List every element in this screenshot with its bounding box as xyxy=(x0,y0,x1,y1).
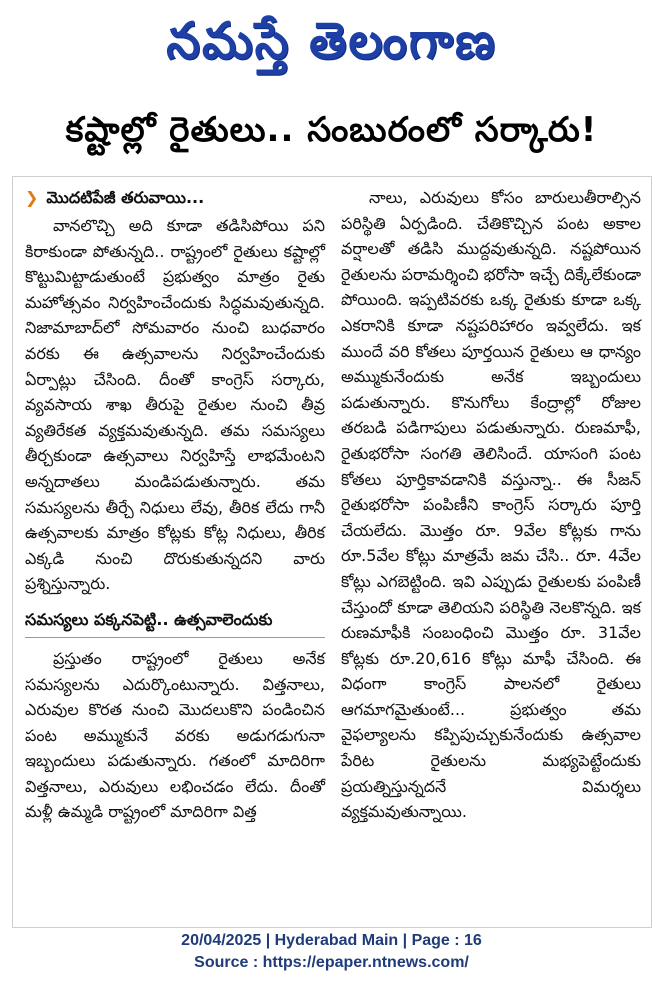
article xyxy=(12,176,652,928)
article-column-right xyxy=(341,185,641,825)
source-link[interactable]: Source : https://epaper.ntnews.com/ xyxy=(194,954,469,971)
article-paragraph: వానలొచ్చి అది కూడా తడిసిపోయి పని కిరాకుండా పోతున్నది.. రాష్ట్రంలో రైతులు కష్టాల్లో కొట్టుమిట్టాడుతుంటే ప్రభుత్వం మాత్రం రైతు మహోత్సవం నిర్వహించేందుకు సిద్ధమవుతున్నది. నిజామాబాద్‌లో సోమవారం నుంచి బుధవారం వరకు ఈ ఉత్సవాలను నిర్వహించేందుకు ఏర్పాట్లు చేసింది. దీంతో కాంగ్రెస్ సర్కారు, వ్యవసాయ శాఖ తీరుపై రైతుల నుంచి తీవ్ర వ్యతిరేకత వ్యక్తమవుతున్నది. తమ సమస్యలు తీర్చకుండా ఉత్సవాలు నిర్వహిస్తే లాభమేంటని అన్నదాతలు మండిపడుతున్నారు. తమ సమస్యలను తీర్చే నిధులు లేవు, తీరిక లేదు గానీ ఉత్సవాలకు మాత్రం కోట్లకు కోట్ల నిధులు, తీరిక ఎక్కడి నుంచి దొరుకుతున్నదని వారు ప్రశ్నిస్తున్నారు. xyxy=(25,216,325,594)
article-column-left xyxy=(25,185,325,825)
article-subheading: సమస్యలు పక్కనపెట్టి.. ఉత్సవాలెందుకు xyxy=(25,607,325,638)
chevron-right-icon: ❯ xyxy=(25,188,39,207)
edition-info: 20/04/2025 | Hyderabad Main | Page : 16 xyxy=(181,932,482,949)
headline: కష్టాల్లో రైతులు.. సంబురంలో సర్కారు! xyxy=(65,110,598,150)
continuation-kicker xyxy=(25,185,325,211)
headline-container xyxy=(0,100,663,160)
masthead-logo: నమస్తే తెలంగాణ xyxy=(166,11,497,71)
kicker-text: మొదటిపేజీ తరువాయి... xyxy=(46,188,205,207)
page-footer xyxy=(0,930,663,974)
article-paragraph: నాలు, ఎరువులు కోసం బారులుతీరాల్సిన పరిస్థితి ఏర్పడింది. చేతికొచ్చిన పంట అకాల వర్షాలతో తడిసి ముద్దవుతున్నది. నష్టపోయిన రైతులను పరామర్శించి భరోసా ఇచ్చే దిక్కేలేకుండా పోయింది. ఇప్పటివరకు ఒక్క రైతుకు కూడా ఒక్క ఎకరానికి కూడా నష్టపరిహారం ఇవ్వలేదు. ఇక ముందే వరి కోతలు పూర్తయిన రైతులు ఆ ధాన్యం అమ్ముకునేందుకు అనేక ఇబ్బందులు పడుతున్నారు. కొనుగోలు కేంద్రాల్లో రోజుల తరబడి పడిగాపులు పడుతున్నారు. రుణమాఫీ, రైతుభరోసా సంగతి తెలిసిందే. యాసంగి పంట కోతలు పూర్తికావడానికి వస్తున్నా.. ఈ సీజన్ రైతుభరోసా పంపిణీని కాంగ్రెస్ సర్కారు పూర్తి చేయలేదు. మొత్తం రూ. 9వేల కోట్లకు గాను రూ.5వేల కోట్లు మాత్రమే జమ చేసి.. రూ. 4వేల కోట్లు ఎగబెట్టింది. ఇవి ఎప్పుడు రైతులకు పంపిణీ చేస్తుందో కూడా తెలియని పరిస్థితి నెలకొన్నది. ఇక రుణమాఫీకి సంబంధించి మొత్తం రూ. 31వేల కోట్లకు రూ.20,616 కోట్లు మాఫీ చేసింది. ఈ విధంగా కాంగ్రెస్ పాలనలో రైతులు ఆగమాగమైతుంటే... ప్రభుత్వం తమ వైఫల్యాలను కప్పిపుచ్చుకునేందుకు ఉత్సవాల పేరిట రైతులను మభ్యపెట్టేందుకు ప్రయత్నిస్తున్నదనే విమర్శలు వ్యక్తమవుతున్నాయి. xyxy=(341,188,642,822)
masthead xyxy=(0,8,663,78)
article-paragraph: ప్రస్తుతం రాష్ట్రంలో రైతులు అనేక సమస్యలను ఎదుర్కొంటున్నారు. విత్తనాలు, ఎరువుల కొరత నుంచి మొదలుకొని పండించిన పంట అమ్ముకునే వరకు అడుగడుగునా ఇబ్బందులు పడుతున్నారు. గతంలో మాదిరిగా విత్తనాలు, ఎరువులు లభించడం లేదు. దీంతో మళ్లీ ఉమ్మడి రాష్ట్రంలో మాదిరిగా విత్త xyxy=(25,648,325,822)
